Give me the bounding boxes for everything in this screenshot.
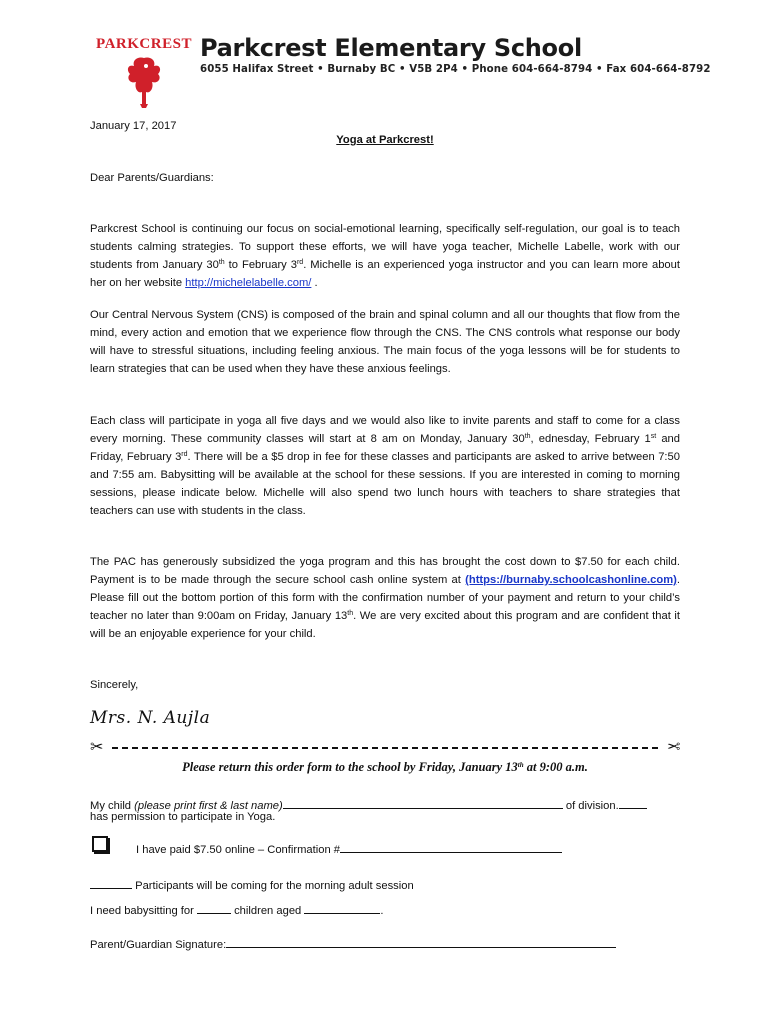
- cut-line: [90, 740, 680, 756]
- children-age-field[interactable]: [304, 902, 380, 914]
- confirmation-number-field[interactable]: [340, 841, 562, 853]
- school-address: 6055 Halifax Street • Burnaby BC • V5B 2P4 • Phone 604-664-8794 • Fax 604-664-8792: [200, 64, 711, 75]
- paid-online-line: I have paid $7.50 online – Confirmation #: [136, 841, 562, 857]
- letter-title: Yoga at Parkcrest!: [336, 134, 434, 146]
- school-name: Parkcrest Elementary School: [200, 34, 582, 62]
- scissors-icon: ✂: [666, 739, 680, 756]
- closing: Sincerely,: [90, 679, 139, 691]
- division-field[interactable]: [619, 797, 647, 809]
- letter-date: January 17, 2017: [90, 120, 177, 132]
- participants-line: Participants will be coming for the morning adult session: [90, 877, 414, 893]
- schoolcash-link[interactable]: (https://burnaby.schoolcashonline.com): [465, 574, 677, 586]
- paragraph-payment: The PAC has generously subsidized the yoga program and this has brought the cost down to $7.50 for each child. Payment is to be made through the secure school cash online system at (https://burnaby.schoolcashonline.com). Please fill out the bottom portion of this form with the confirmation number of your payment and return to your child’s teacher no later than 9:00am on Friday, January 13th. We are very excited about this program and are confident that it will be an enjoyable experience for your child.: [90, 556, 681, 640]
- participants-count-field[interactable]: [90, 877, 132, 889]
- phoenix-icon: [124, 54, 164, 108]
- babysitting-line: I need babysitting for children aged .: [90, 902, 384, 918]
- scissors-icon: ✂: [90, 739, 104, 756]
- paragraph-schedule: Each class will participate in yoga all five days and we would also like to invite parents and staff to come for a class every morning. These community classes will start at 8 am on Monday, January 30th, ednesday, February 1st and Friday, February 3rd. There will be a $5 drop in fee for these classes and participants are asked to arrive between 7:50 and 7:55 am. Babysitting will be available at the school for these sessions. If you are interested in coming to morning sessions, please indicate below. Michelle will also spend two lunch hours with teachers to share strategies that teachers can use with students in the class.: [90, 415, 680, 517]
- form-instruction: Please return this order form to the school by Friday, January 13th at 9:00 a.m.: [182, 760, 588, 774]
- child-name-field[interactable]: [283, 797, 563, 809]
- logo-text: PARKCREST: [96, 36, 192, 52]
- greeting: Dear Parents/Guardians:: [90, 172, 214, 184]
- paid-online-checkbox[interactable]: [92, 836, 108, 852]
- instructor-website-link[interactable]: http://michelelabelle.com/: [185, 277, 312, 289]
- signature: Mrs. N. Aujla: [90, 708, 211, 728]
- parent-signature-line: Parent/Guardian Signature:: [90, 936, 616, 952]
- parent-signature-field[interactable]: [226, 936, 616, 948]
- permission-text: has permission to participate in Yoga.: [90, 811, 276, 823]
- school-logo: [96, 36, 192, 108]
- child-name-line: My child (please print first & last name) of division.: [90, 797, 647, 813]
- children-count-field[interactable]: [197, 902, 231, 914]
- paragraph-intro: Parkcrest School is continuing our focus on social-emotional learning, specifically self-regulation, our goal is to teach students calming strategies. To support these efforts, we will have yoga teacher, Michelle Labelle, work with our students from January 30th to February 3rd. Michelle is an experienced yoga instructor and you can learn more about her on her website http://michelelabelle.com/ .: [90, 223, 680, 289]
- paragraph-cns: Our Central Nervous System (CNS) is composed of the brain and spinal column and all our thoughts that flow from the mind, every action and emotion that we experience flow through the CNS. The CNS controls what response our body will have to stressful situations, including feeling anxious. The main focus of the yoga lessons will be for students to learn strategies that can be used when they have these anxious feelings.: [90, 309, 680, 375]
- dashed-divider: [112, 747, 658, 749]
